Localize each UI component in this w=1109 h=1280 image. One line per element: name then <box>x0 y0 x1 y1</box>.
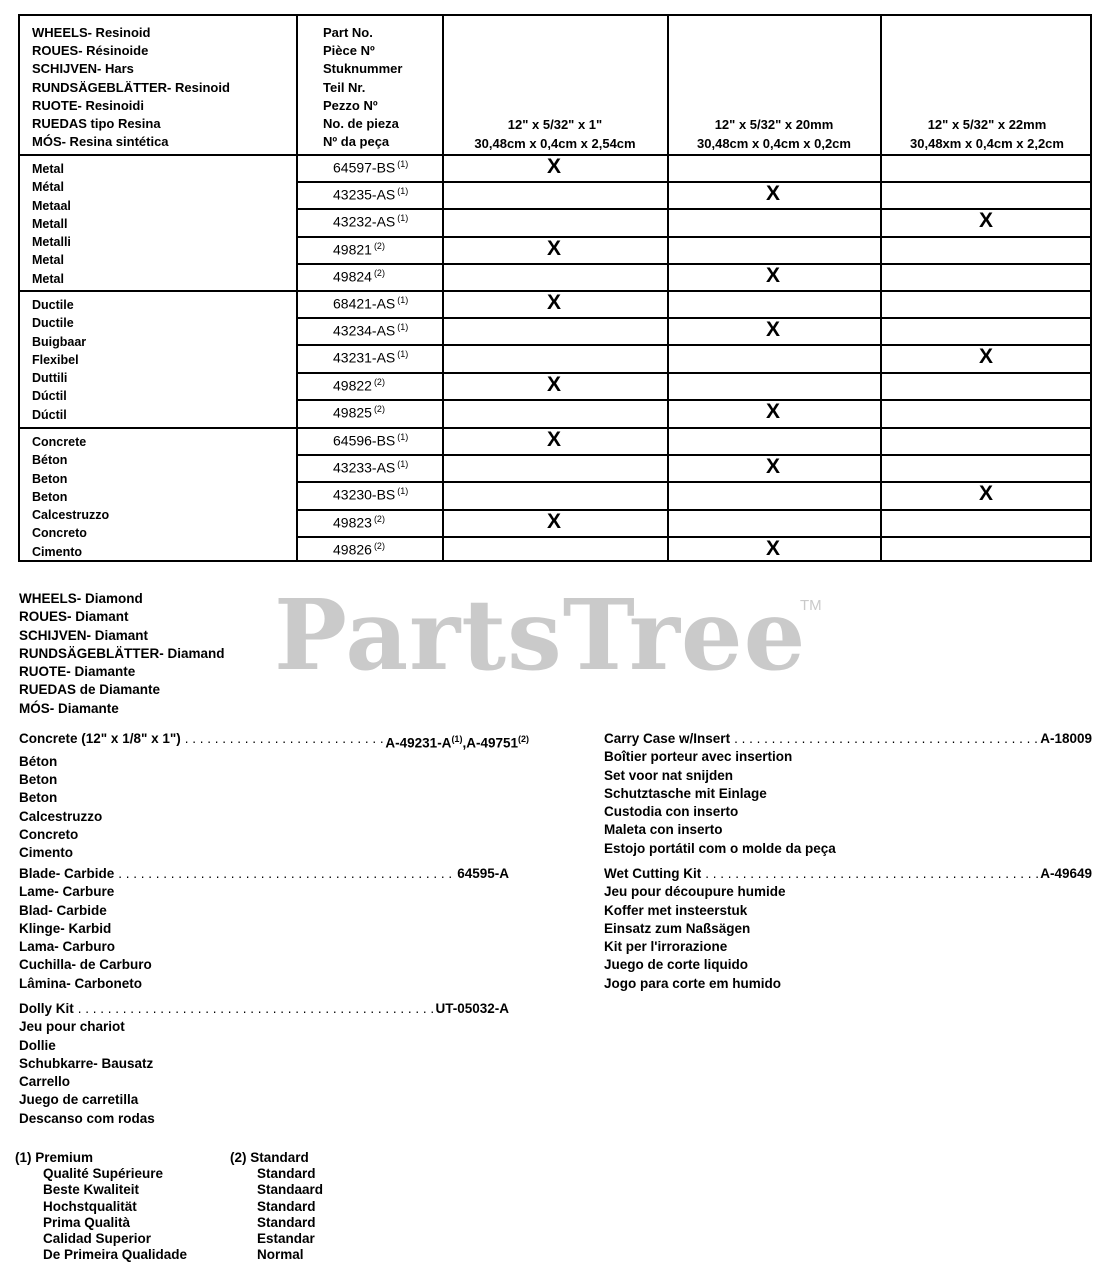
availability-mark: X <box>547 236 562 260</box>
availability-mark: X <box>979 209 994 233</box>
availability-mark: X <box>547 155 562 178</box>
part-number: 64597-BS $^{(1)}$ <box>333 159 409 176</box>
row-separator <box>296 481 1090 483</box>
part-number: 49824 $^{(2)}$ <box>333 267 385 285</box>
part-number: 43231-AS $^{(1)}$ <box>333 349 409 367</box>
carry-case-item: Carry Case w/Insert . . . A-18009 Boîtier porteur avec insertion Set voor nat snijden Schutztasche mit Einlage Custodia con inserto Maleta con inserto Estojo portátil com o molde da peça <box>604 730 1092 858</box>
row-separator <box>296 317 1090 319</box>
watermark: PartsTree <box>274 578 807 692</box>
availability-mark: X <box>766 536 781 560</box>
resinoid-wheels-table <box>18 14 1092 562</box>
row-separator <box>296 536 1090 538</box>
part-number: 49821 $^{(2)}$ <box>333 240 385 258</box>
dot-leader <box>114 865 457 883</box>
row-separator <box>296 399 1090 401</box>
availability-mark: X <box>766 263 781 287</box>
row-separator <box>296 344 1090 346</box>
row-separator <box>296 509 1090 511</box>
row-separator <box>296 372 1090 374</box>
part-number: 43232-AS $^{(1)}$ <box>333 213 409 231</box>
part-number: 43235-AS $^{(1)}$ <box>333 186 409 203</box>
header-material: WHEELS- Resinoid ROUES- Résinoide SCHIJVEN- Hars RUNDSÄGEBLÄTTER- Resinoid RUOTE- Resinoidi RUEDAS tipo Resina MÓS- Resina sintética <box>32 25 230 150</box>
table-divider <box>296 16 298 560</box>
part-number: 43233-AS $^{(1)}$ <box>333 459 409 476</box>
dot-leader <box>701 865 1040 883</box>
concrete-diamond-item: Concrete (12" x 1/8" x 1") . . . $A-49231-A^{(1)},A-49751^{(2)}$ Béton Beton Beton Calcestruzzo Concreto Cimento <box>19 730 529 863</box>
availability-mark: X <box>766 318 781 342</box>
row-separator <box>296 454 1090 456</box>
part-number: 49826 $^{(2)}$ <box>333 540 385 558</box>
item-label: Carry Case w/Insert <box>604 731 731 746</box>
wet-cutting-kit-item: Wet Cutting Kit . . . A-49649 Jeu pour découpure humide Koffer met insteerstuk Einsatz zum Naßsägen Kit per l'irrorazione Juego de corte liquido Jogo para corte em humido <box>604 865 1092 993</box>
item-code: $A-49231-A^{(1)},A-49751^{(2)}$ <box>385 734 529 751</box>
footnote-premium: (1) Premium Qualité Supérieure Beste Kwaliteit Hochstqualität Prima Qualità Calidad Superior De Primeira Qualidade <box>15 1150 188 1263</box>
item-label: Concrete (12" x 1/8" x 1") <box>19 731 181 746</box>
item-label: Dolly Kit <box>19 1001 74 1016</box>
material-group-names: Metal Métal Metaal Metall Metalli Metal Metal <box>32 162 71 286</box>
dolly-kit-item: Dolly Kit . . . UT-05032-A Jeu pour chariot Dollie Schubkarre- Bausatz Carrello Juego de carretilla Descanso com rodas <box>19 1000 509 1128</box>
watermark-trademark: TM <box>800 597 822 614</box>
dot-leader <box>181 730 386 753</box>
part-number: 68421-AS $^{(1)}$ <box>333 295 409 312</box>
header-size-3: 12" x 5/32" x 22mm 30,48xm x 0,4cm x 2,2cm <box>910 117 1064 151</box>
availability-mark: X <box>547 428 562 451</box>
row-separator <box>296 263 1090 265</box>
table-divider <box>442 16 444 560</box>
part-number: 43230-BS $^{(1)}$ <box>333 486 409 504</box>
header-size-2: 12" x 5/32" x 20mm 30,48cm x 0,4cm x 0,2cm <box>697 117 851 151</box>
item-code: A-49649 <box>1040 866 1092 881</box>
item-code: UT-05032-A <box>435 1001 509 1016</box>
row-separator <box>296 181 1090 183</box>
part-number: 49825 $^{(2)}$ <box>333 403 385 421</box>
availability-mark: X <box>547 372 562 396</box>
availability-mark: X <box>766 182 781 206</box>
table-divider <box>880 16 882 560</box>
part-number: 43234-AS $^{(1)}$ <box>333 322 409 339</box>
item-code: 64595-A <box>457 866 509 881</box>
part-number: 64596-BS $^{(1)}$ <box>333 432 409 449</box>
table-divider <box>667 16 669 560</box>
availability-mark: X <box>766 455 781 479</box>
availability-mark: X <box>979 482 994 506</box>
dot-leader <box>74 1000 436 1018</box>
row-separator <box>296 208 1090 210</box>
availability-mark: X <box>547 509 562 533</box>
footnote-standard: (2) Standard Standard Standaard Standard Standard Estandar Normal <box>230 1150 324 1263</box>
blade-carbide-item: Blade- Carbide . . . 64595-A Lame- Carbure Blad- Carbide Klinge- Karbid Lama- Carburo Cuchilla- de Carburo Lâmina- Carboneto <box>19 865 509 993</box>
diamond-wheels-heading: WHEELS- Diamond ROUES- Diamant SCHIJVEN- Diamant RUNDSÄGEBLÄTTER- Diamand RUOTE- Diamante RUEDAS de Diamante MÓS- Diamante <box>19 591 225 716</box>
item-code: A-18009 <box>1040 731 1092 746</box>
header-size-1: 12" x 5/32" x 1" 30,48cm x 0,4cm x 2,54cm <box>474 117 636 151</box>
item-label: Wet Cutting Kit <box>604 866 702 881</box>
availability-mark: X <box>766 399 781 423</box>
availability-mark: X <box>979 345 994 369</box>
header-part-number: Part No. Pièce Nº Stuknummer Teil Nr. Pezzo Nº No. de pieza Nº da peça <box>323 25 403 150</box>
availability-mark: X <box>547 291 562 314</box>
part-number: 49823 $^{(2)}$ <box>333 513 385 531</box>
material-group-names: Ductile Ductile Buigbaar Flexibel Duttili Dúctil Dúctil <box>32 298 87 422</box>
part-number: 49822 $^{(2)}$ <box>333 376 385 394</box>
dot-leader <box>730 730 1040 748</box>
row-separator <box>296 236 1090 238</box>
item-label: Blade- Carbide <box>19 866 115 881</box>
material-group-names: Concrete Béton Beton Beton Calcestruzzo Concreto Cimento <box>32 435 110 559</box>
